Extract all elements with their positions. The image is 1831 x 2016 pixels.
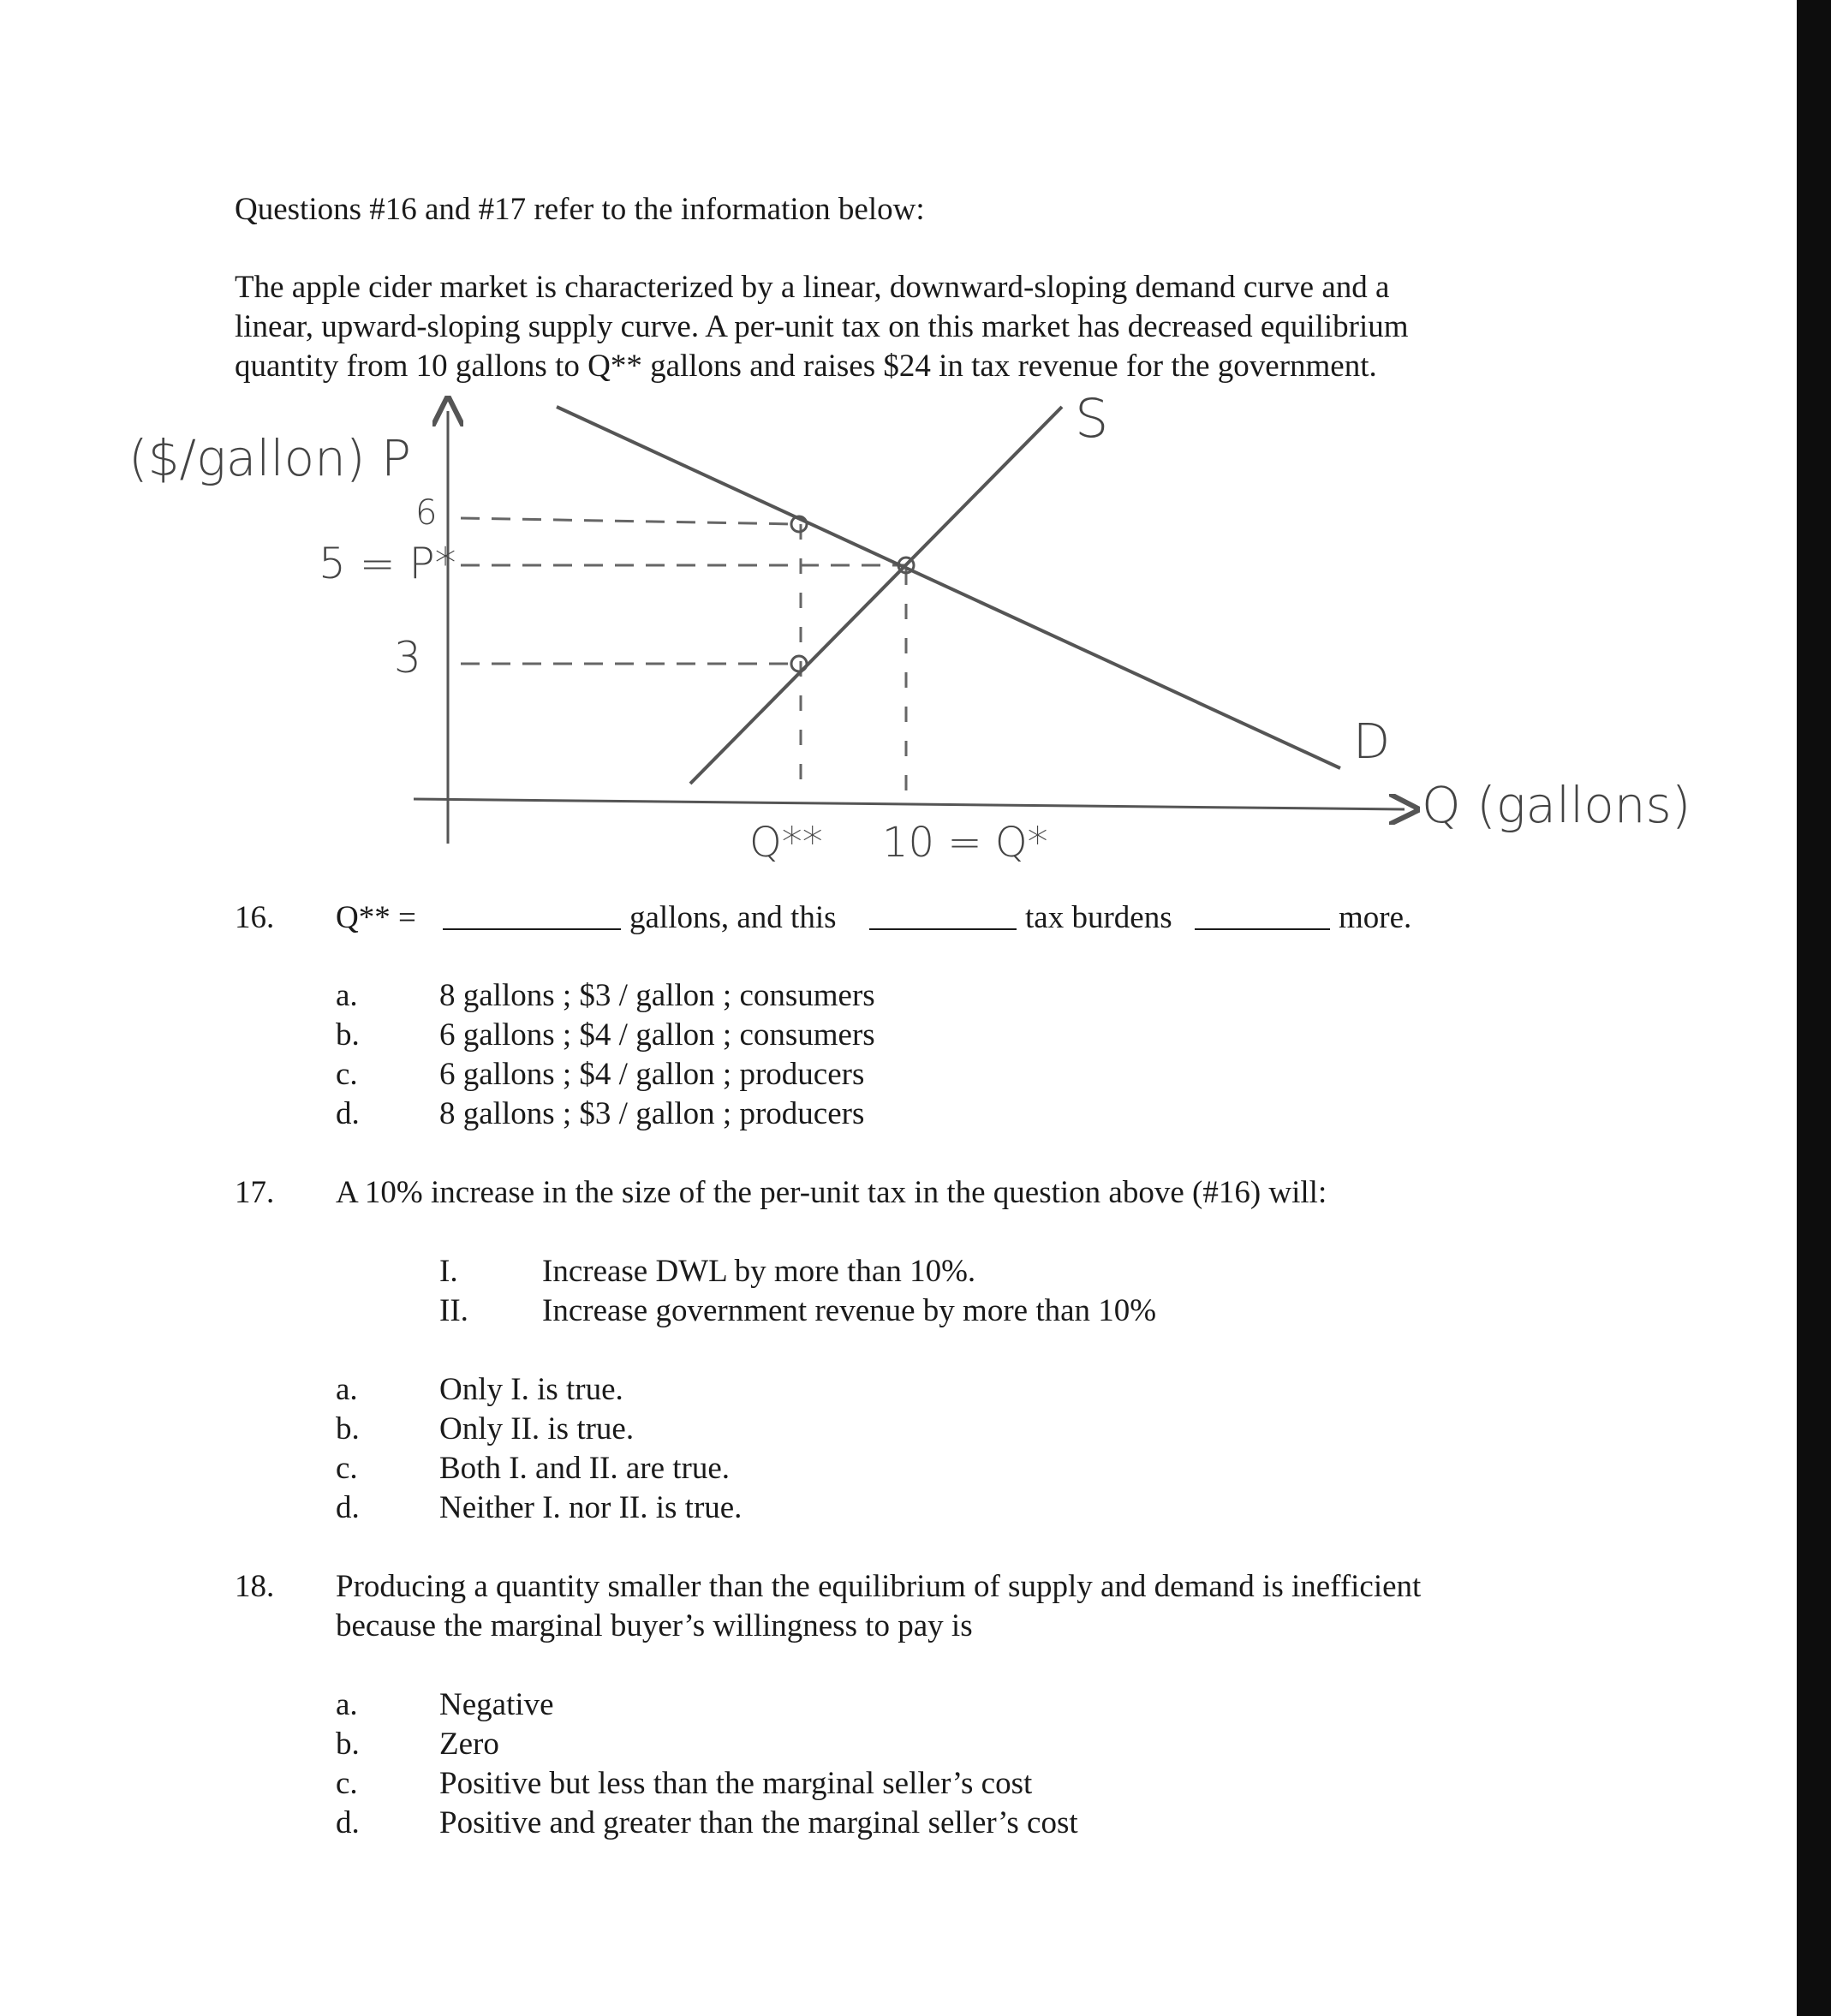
q17-statement-2-text: Increase government revenue by more than 10% — [542, 1293, 1157, 1328]
demand-label: D — [1353, 714, 1391, 770]
q16-blank-quantity[interactable] — [443, 899, 621, 930]
q18-option-b-text[interactable]: Zero — [439, 1727, 499, 1762]
tick-qstar: 10 = Q* — [882, 819, 1048, 867]
point-sellers-price — [791, 656, 807, 671]
q17-option-a-letter: a. — [336, 1372, 358, 1407]
scan-edge — [1797, 0, 1831, 2016]
q16-option-c-text[interactable]: 6 gallons ; $4 / gallon ; producers — [439, 1057, 865, 1092]
q16-blank-burden[interactable] — [1195, 899, 1330, 930]
tick-price-3: 3 — [394, 633, 421, 683]
intro-line-2: linear, upward-sloping supply curve. A per-unit tax on this market has decreased equilibrium — [235, 309, 1409, 344]
supply-label: S — [1075, 387, 1109, 450]
q17-option-d-letter: d. — [336, 1490, 360, 1525]
quantity-axis — [414, 799, 1405, 809]
q16-tax-text: tax burdens — [1025, 900, 1172, 935]
intro-line-3: quantity from 10 gallons to Q** gallons and raises $24 in tax revenue for the government. — [235, 349, 1377, 384]
q18-option-a-text[interactable]: Negative — [439, 1687, 554, 1722]
q18-prompt-line-2: because the marginal buyer’s willingness to pay is — [336, 1608, 973, 1643]
q18-option-c-letter: c. — [336, 1766, 358, 1801]
q16-option-b-letter: b. — [336, 1017, 360, 1053]
q18-option-d-text[interactable]: Positive and greater than the marginal seller’s cost — [439, 1805, 1078, 1840]
intro-line-1: The apple cider market is characterized by a linear, downward-sloping demand curve and a — [235, 270, 1390, 305]
q16-option-b-text[interactable]: 6 gallons ; $4 / gallon ; consumers — [439, 1017, 875, 1053]
q16-option-d-letter: d. — [336, 1096, 360, 1131]
supply-demand-graph — [0, 377, 1797, 908]
q17-option-d-text[interactable]: Neither I. nor II. is true. — [439, 1490, 743, 1525]
q16-gallons-text: gallons, and this — [629, 900, 837, 935]
q17-number: 17. — [235, 1175, 275, 1210]
q17-statement-2-roman: II. — [439, 1293, 468, 1328]
q18-option-b-letter: b. — [336, 1727, 360, 1762]
q18-option-c-text[interactable]: Positive but less than the marginal seller’s cost — [439, 1766, 1033, 1801]
q17-option-c-letter: c. — [336, 1451, 358, 1486]
y-axis-label: ($/gallon) P — [128, 429, 411, 487]
supply-curve — [690, 407, 1062, 784]
q16-option-a-letter: a. — [336, 978, 358, 1013]
q17-prompt: A 10% increase in the size of the per-unit tax in the question above (#16) will: — [336, 1175, 1327, 1210]
q16-more-text: more. — [1339, 900, 1412, 935]
price-6-guide — [461, 518, 796, 524]
q16-option-a-text[interactable]: 8 gallons ; $3 / gallon ; consumers — [439, 978, 875, 1013]
q18-prompt-line-1: Producing a quantity smaller than the equilibrium of supply and demand is inefficient — [336, 1569, 1422, 1604]
q16-prompt-start: Q** = — [336, 900, 416, 935]
q18-option-a-letter: a. — [336, 1687, 358, 1722]
q17-statement-1-text: Increase DWL by more than 10%. — [542, 1254, 976, 1289]
q17-option-b-letter: b. — [336, 1411, 360, 1446]
tick-price-5: 5 = P* — [319, 539, 456, 588]
intro-heading: Questions #16 and #17 refer to the information below: — [235, 192, 925, 227]
q18-option-d-letter: d. — [336, 1805, 360, 1840]
q17-option-b-text[interactable]: Only II. is true. — [439, 1411, 635, 1446]
q17-statement-1-roman: I. — [439, 1254, 458, 1289]
tick-price-6: 6 — [415, 493, 438, 533]
x-axis-label: Q (gallons) — [1422, 776, 1691, 834]
tick-qss: Q** — [749, 819, 823, 867]
q17-option-a-text[interactable]: Only I. is true. — [439, 1372, 623, 1407]
q16-blank-tax[interactable] — [869, 899, 1017, 930]
q18-number: 18. — [235, 1569, 275, 1604]
demand-curve — [557, 407, 1340, 768]
q16-number: 16. — [235, 900, 275, 935]
q17-option-c-text[interactable]: Both I. and II. are true. — [439, 1451, 731, 1486]
q16-option-c-letter: c. — [336, 1057, 358, 1092]
q16-option-d-text[interactable]: 8 gallons ; $3 / gallon ; producers — [439, 1096, 865, 1131]
